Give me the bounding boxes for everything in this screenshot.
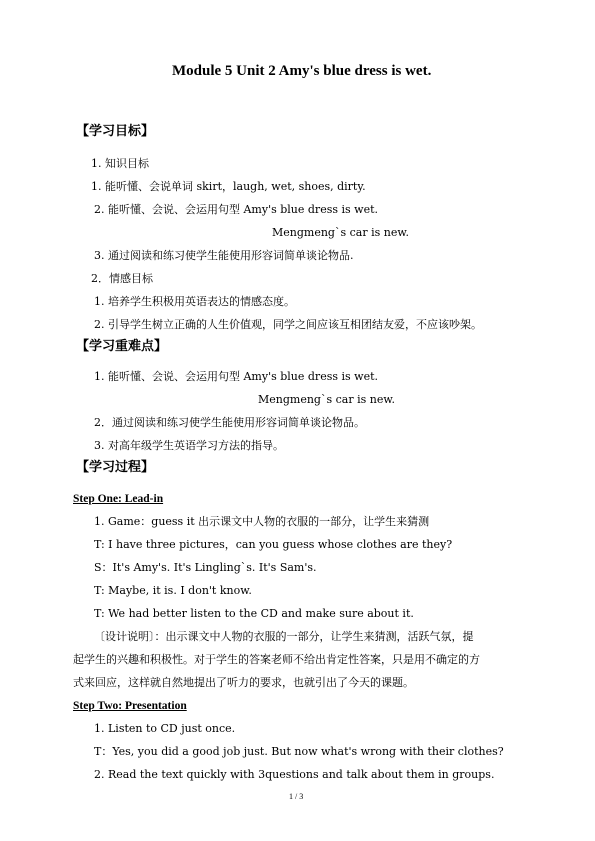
step-two-line: 2. Read the text quickly with 3questions and talk about them in groups.	[94, 768, 495, 781]
page-number: 1 / 3	[289, 792, 304, 801]
step-one-line: S：It's Amy's. It's Lingling`s. It's Sam's.	[94, 561, 317, 574]
section-heading-key-points: 【学习重难点】	[76, 339, 168, 354]
objectives-line: 2. 能听懂、会说、会运用句型 Amy's blue dress is wet.	[94, 203, 378, 216]
key-points-line: 3. 对高年级学生英语学习方法的指导。	[94, 439, 284, 452]
section-heading-process: 【学习过程】	[76, 460, 155, 475]
step-one-heading: Step One: Lead-in	[73, 493, 164, 505]
section-heading-objectives: 【学习目标】	[76, 124, 155, 139]
step-one-line: 1. Game：guess it 出示课文中人物的衣服的一部分，让学生来猜测	[94, 515, 430, 528]
step-two-heading: Step Two: Presentation	[73, 700, 187, 712]
step-two-line: T：Yes, you did a good job just. But now what's wrong with their clothes?	[94, 745, 504, 758]
objectives-line: Mengmeng`s car is new.	[272, 226, 409, 239]
design-note-line: 起学生的兴趣和积极性。对于学生的答案老师不给出肯定性答案，只是用不确定的方	[73, 653, 480, 666]
step-two-line: 1. Listen to CD just once.	[94, 722, 236, 735]
design-note-line: 〔设计说明〕：出示课文中人物的衣服的一部分，让学生来猜测，活跃气氛，提	[94, 630, 474, 643]
key-points-line: 1. 能听懂、会说、会运用句型 Amy's blue dress is wet.	[94, 370, 378, 383]
step-one-line: T: Maybe, it is. I don't know.	[94, 584, 252, 597]
objectives-line: 1. 培养学生积极用英语表达的情感态度。	[94, 295, 295, 308]
page-title: Module 5 Unit 2 Amy's blue dress is wet.	[172, 63, 432, 79]
objectives-line: 2．情感目标	[91, 272, 153, 285]
key-points-line: 2．通过阅读和练习使学生能使用形容词简单谈论物品。	[94, 416, 365, 429]
objectives-line: 1. 知识目标	[91, 157, 149, 170]
step-one-line: T: We had better listen to the CD and make sure about it.	[94, 607, 414, 620]
key-points-line: Mengmeng`s car is new.	[258, 393, 395, 406]
step-one-line: T: I have three pictures，can you guess whose clothes are they?	[94, 538, 453, 551]
objectives-line: 3. 通过阅读和练习使学生能使用形容词简单谈论物品.	[94, 249, 354, 262]
design-note-line: 式来回应，这样就自然地提出了听力的要求，也就引出了今天的课题。	[73, 676, 414, 689]
objectives-line: 2. 引导学生树立正确的人生价值观，同学之间应该互相团结友爱，不应该吵架。	[94, 318, 482, 331]
objectives-line: 1. 能听懂、会说单词 skirt，laugh, wet, shoes, dirty.	[91, 180, 366, 193]
